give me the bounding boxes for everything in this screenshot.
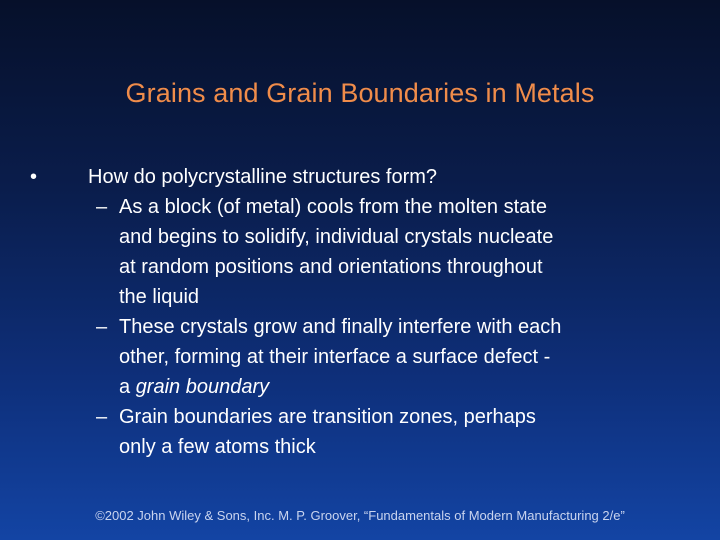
sub-bullet-2 xyxy=(30,312,700,402)
grain-boundary-term: grain boundary xyxy=(135,376,270,398)
slide-footer: ©2002 John Wiley & Sons, Inc. M. P. Groover, “Fundamentals of Modern Manufacturing 2/e” xyxy=(95,508,625,523)
bullet-marker: • xyxy=(30,166,38,188)
dash-marker: – xyxy=(96,406,108,428)
question-text: How do polycrystalline structures form? xyxy=(88,166,438,188)
slide-title: Grains and Grain Boundaries in Metals xyxy=(125,78,595,108)
dash-marker: – xyxy=(96,316,108,338)
sub-bullet-2-line-3 xyxy=(119,372,700,402)
sub-bullet-3-line-1: Grain boundaries are transition zones, perhaps xyxy=(119,406,536,428)
sub-bullet-1-line-4: the liquid xyxy=(119,286,200,308)
dash-marker: – xyxy=(96,196,108,218)
slide-body xyxy=(30,162,700,462)
bullet-question xyxy=(30,162,700,192)
sub-bullet-3 xyxy=(30,402,700,462)
sub-bullet-2-line-2: other, forming at their interface a surface defect ‑ xyxy=(119,346,551,368)
sub-bullet-2-line-3-text: a xyxy=(119,376,136,398)
sub-bullet-2-line-1: These crystals grow and finally interfere with each xyxy=(119,316,562,338)
sub-bullet-3-line-2: only a few atoms thick xyxy=(119,436,316,458)
sub-bullet-1-line-3: at random positions and orientations throughout xyxy=(119,256,543,278)
sub-bullet-1-line-2: and begins to solidify, individual crystals nucleate xyxy=(119,226,554,248)
sub-bullet-1 xyxy=(30,192,700,312)
sub-bullet-1-line-1: As a block (of metal) cools from the molten state xyxy=(119,196,547,218)
